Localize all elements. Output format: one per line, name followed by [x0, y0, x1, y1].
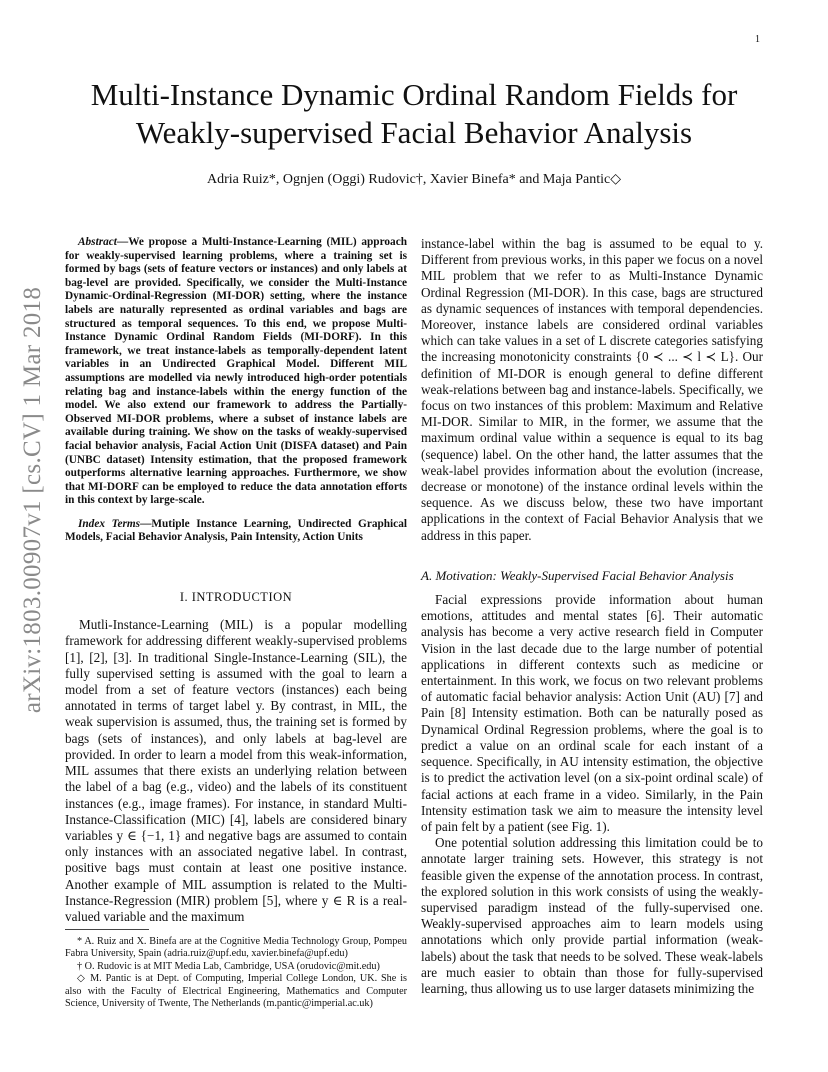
paper-title — [40, 76, 788, 152]
subsection-heading-motivation: A. Motivation: Weakly-Supervised Facial Behavior Analysis — [421, 567, 734, 583]
left-column — [65, 236, 407, 925]
arxiv-stamp — [18, 286, 48, 714]
abstract-label: Abstract — [78, 236, 117, 248]
title-line-1: Multi-Instance Dynamic Ordinal Random Fields for — [90, 77, 738, 112]
index-terms-text: —Mutiple Instance Learning, Undirected Graphical Models, Facial Behavior Analysis, Pain Intensity, Action Units — [65, 517, 407, 544]
paragraph-mi-dor: instance-label within the bag is assumed to be equal to y. Different from previous works, in this paper we focus on a novel MIL problem that we refer to as Multi-Instance Dynamic Ordinal Regression (MI-DOR). In this case, bags are structured as dynamic sequences of instances with temporal dependencies. Moreover, instance labels are considered ordinal variables which can take values in a set of L discrete categories satisfying the increasing monotonicity constraints {0 ≺ ... ≺ l ≺ L}. Our definition of MI-DOR is enough general to define different weak-relations between bag and instance-labels. Specifically, we focus on two instances of this problem: Maximum and Relative MI-DOR. Similar to MIR, in the former, we assume that the maximum ordinal value within a sequence is equal to its bag (sequence) label. On the other hand, the latter assumes that the weak-label provides information about the evolution (increase, decrease or monotone) of the instance ordinal levels within the sequence. As we discuss below, these two have important applications in the context of Facial Behavior Analysis that we address in this paper. — [421, 236, 763, 543]
page-number: 1 — [755, 34, 760, 45]
arxiv-id: arXiv:1803.00907v1 [cs.CV] 1 Mar 2018 — [19, 286, 46, 714]
abstract-text: —We propose a Multi-Instance-Learning (MIL) approach for weakly-supervised learning problems, where a training set is formed by bags (sets of feature vectors or instances) and only labels at bag-level are provided. Specifically, we consider the Multi-Instance Dynamic-Ordinal-Regression (MI-DOR) setting, where the instance labels are naturally represented as ordinal variables and bags are structured as temporal sequences. To this end, we propose Multi-Instance Dynamic Ordinal Random Fields (MI-DORF). In this framework, we treat instance-labels as temporally-dependent latent variables in an Undirected Graphical Model. Different MIL assumptions are modelled via newly introduced high-order potentials relating bag and instance-labels within the energy function of the model. We also extend our framework to address the Partially-Observed MI-DOR problems, where a subset of instance labels are available during training. We show on the tasks of weakly-supervised facial behavior analysis, Facial Action Unit (DISFA dataset) and Pain (UNBC dataset) Intensity estimation, that the proposed framework outperforms alternative learning approaches. Furthermore, we show that MI-DORF can be employed to reduce the data annotation efforts in this context by large-scale. — [65, 236, 407, 507]
footnotes — [65, 936, 407, 1010]
paragraph-facial-expressions: Facial expressions provide information about human emotions, attitudes and mental states [6]. Their automatic analysis has become a very active research field in Computer Vision in the last decade due to the large number of potential applications in different contexts such as medicine or entertainment. In this work, we focus on two relevant problems of automatic facial behavior analysis: Action Unit (AU) [7] and Pain [8] Intensity estimation. Both can be naturally posed as Dynamical Ordinal Regression problems, where the goal is to predict a value on an ordinal scale for each instant of a sequence. Specifically, in AU intensity estimation, the objective is to predict the activation level (on a six-point ordinal scale) of facial actions at each frame in a video. Similarly, in the Pain Intensity estimation task we aim to measure the intensity level of pain felt by a patient (see Fig. 1). — [421, 592, 763, 834]
footnote-pantic: ◇ M. Pantic is at Dept. of Computing, Imperial College London, UK. She is also with the Faculty of Electrical Engineering, Mathematics and Computer Science, University of Twente, The Netherlands (m.pantic@imperial.ac.uk) — [65, 973, 407, 1010]
right-column — [421, 236, 763, 997]
title-line-2: Weakly-supervised Facial Behavior Analysis — [135, 115, 693, 150]
author-list: Adria Ruiz*, Ognjen (Oggi) Rudovic†, Xavier Binefa* and Maja Pantic◇ — [207, 172, 621, 187]
footnote-rule — [65, 929, 149, 930]
index-terms-label: Index Terms — [78, 517, 141, 530]
index-terms — [65, 518, 407, 545]
paragraph-weak-supervision: One potential solution addressing this limitation could be to annotate larger training sets. However, this strategy is not feasible given the expense of the annotation process. In contrast, the explored solution in this work consists of using the weakly-supervised paradigm instead of the fully-supervised one. Weakly-supervised approaches aim to learn models using annotations which only provide partial information (weak-labels) about the task that needs to be solved. These weak-labels are much easier to obtain than those for fully-supervised learning, thus allowing us to use larger datasets minimizing the — [421, 835, 763, 996]
section-heading-introduction: I. INTRODUCTION — [179, 590, 293, 605]
intro-paragraph: Mutli-Instance-Learning (MIL) is a popular modelling framework for addressing different weakly-supervised problems [1], [2], [3]. In traditional Single-Instance-Learning (SIL), the fully supervised setting is assumed with the goal to learn a model from a set of feature vectors (instances) each being annotated in terms of target label y. By contrast, in MIL, the weak supervision is assumed, thus, the training set is formed by bags (sets of instances), and only labels at bag-level are provided. In order to learn a model from this weak-information, MIL assumes that there exists an underlying relation between the label of a bag (e.g., video) and the labels of its constituent instances (e.g., image frames). For instance, in standard Multi-Instance-Classification (MIC) [4], labels are considered binary variables y ∈ {−1, 1} and negative bags are assumed to contain only instances with an associated negative label. In contrast, positive bags must contain at least one positive instance. Another example of MIL assumption is related to the Multi-Instance-Regression (MIR) problem [5], where y ∈ R is a real-valued variable and the maximum — [65, 617, 407, 924]
footnote-ruiz-binefa: * A. Ruiz and X. Binefa are at the Cognitive Media Technology Group, Pompeu Fabra University, Spain (adria.ruiz@upf.edu, xavier.binefa@upf.edu) — [65, 936, 407, 960]
footnote-rudovic: † O. Rudovic is at MIT Media Lab, Cambridge, USA (orudovic@mit.edu) — [77, 960, 380, 972]
abstract — [65, 236, 407, 508]
